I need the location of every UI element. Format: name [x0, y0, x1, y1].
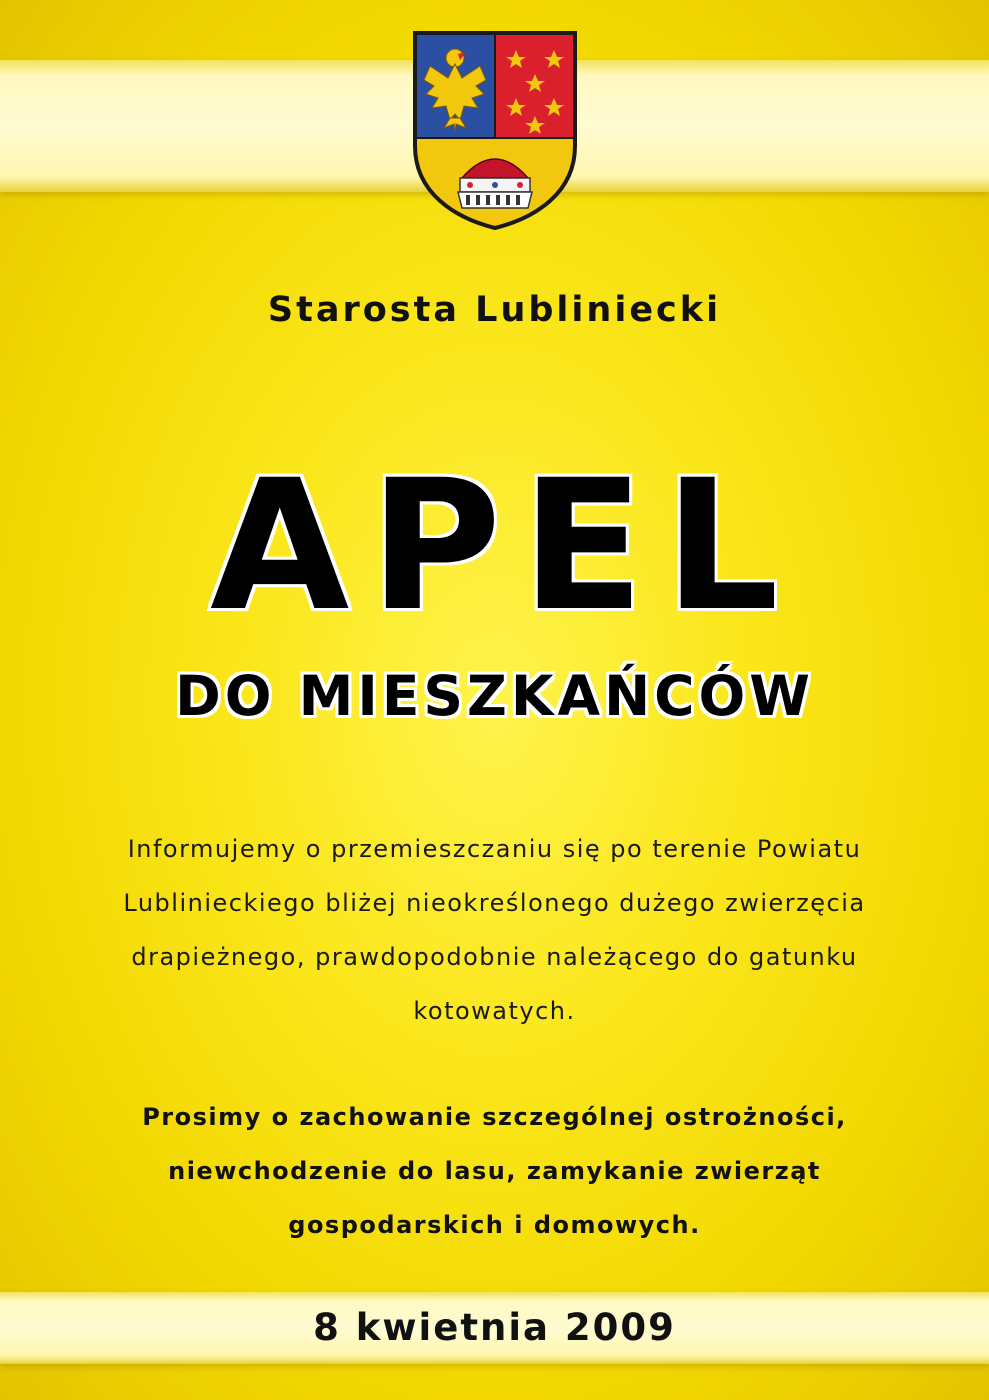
appeal-paragraph: Prosimy o zachowanie szczególnej ostrożności, niewchodzenie do lasu, zamykanie zwierząt gospodarskich i domowych.: [142, 1103, 847, 1239]
issuer-heading: Starosta Lubliniecki: [267, 290, 722, 330]
issue-date: 8 kwietnia 2009: [313, 1306, 676, 1349]
subtitle: DO MIESZKAŃCÓW: [175, 664, 814, 728]
coat-of-arms-icon: [410, 28, 580, 233]
info-paragraph: Informujemy o przemieszczaniu się po terenie Powiatu Lublinieckiego bliżej nieokreślonego dużego zwierzęcia drapieżnego, prawdopodobnie należącego do gatunku kotowatych.: [123, 835, 866, 1025]
main-title: APEL: [210, 442, 799, 651]
